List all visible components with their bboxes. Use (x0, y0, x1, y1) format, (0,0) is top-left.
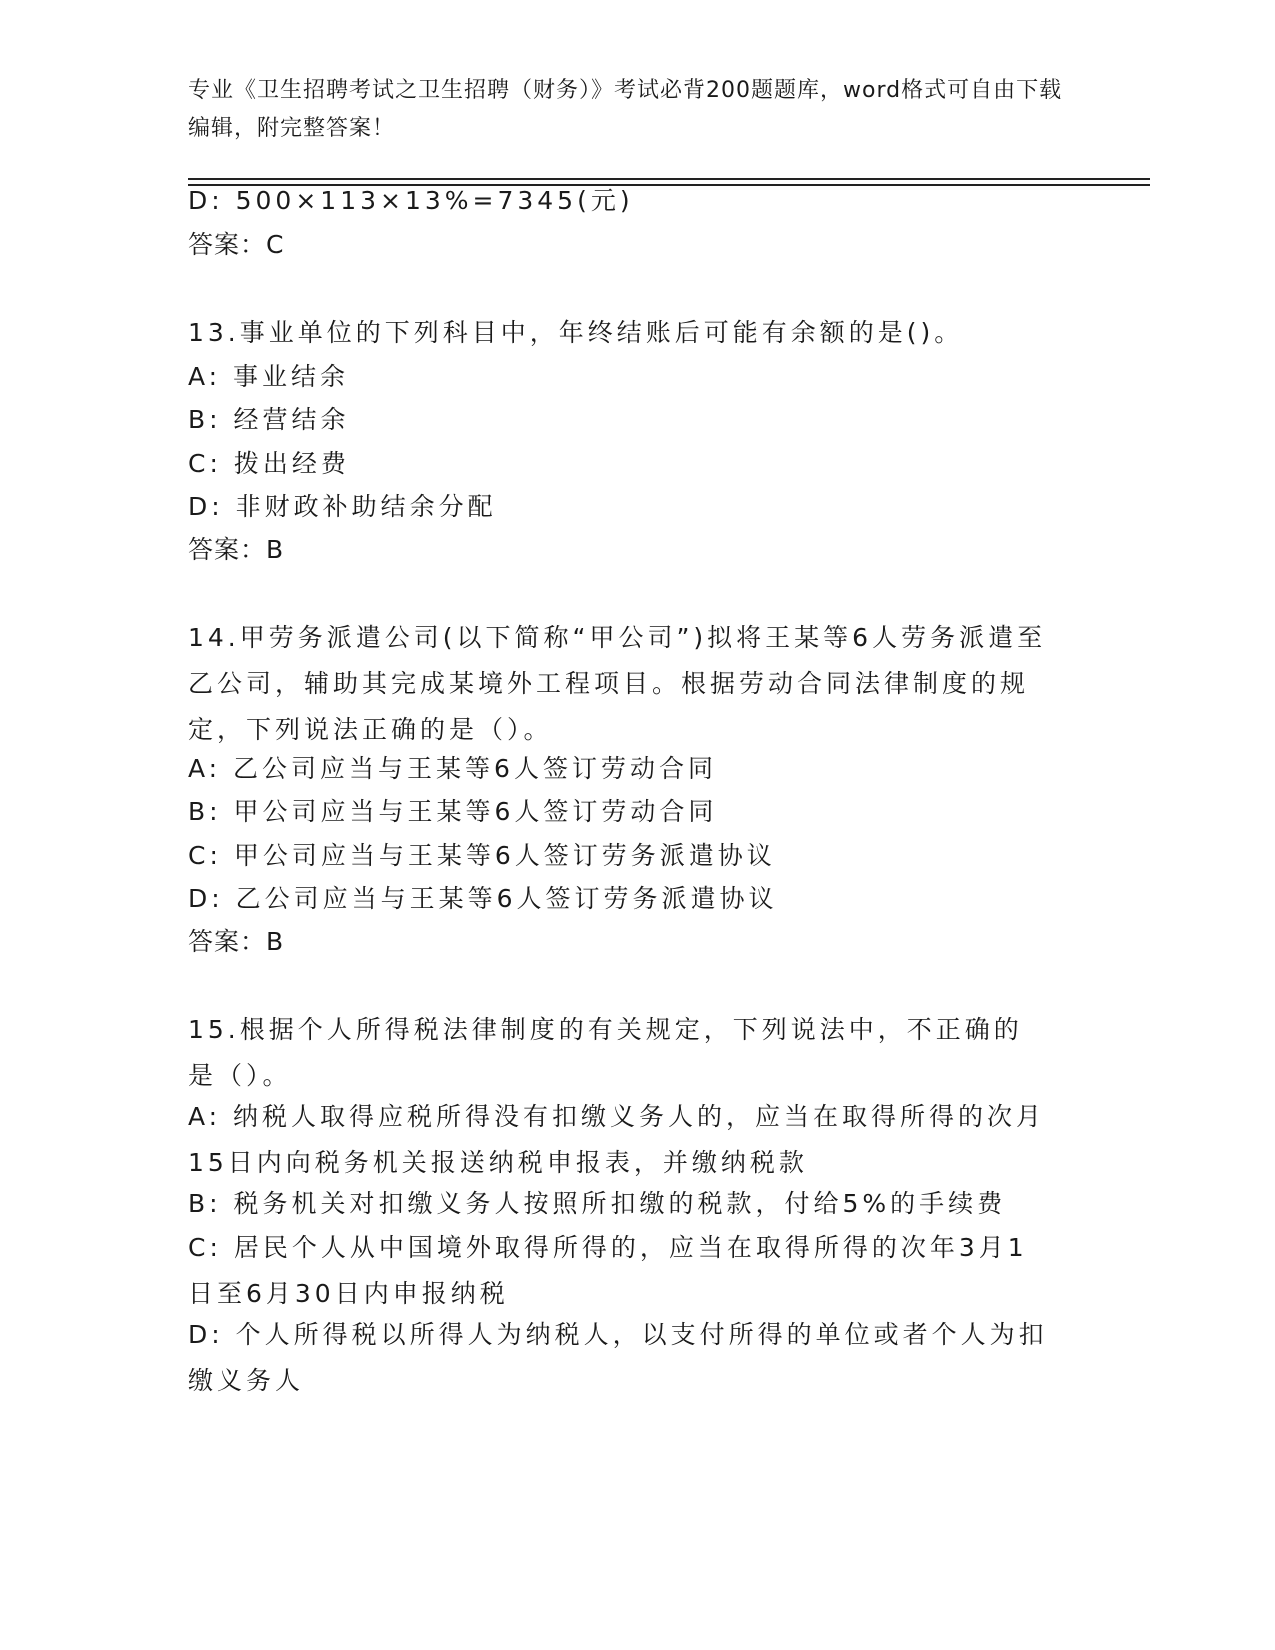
q13-option-c: C: 拨出经费 (188, 449, 350, 478)
q13-answer: 答案：B (188, 535, 285, 564)
q13-stem: 13.事业单位的下列科目中，年终结账后可能有余额的是()。 (188, 318, 964, 347)
q13-option-d: D: 非财政补助结余分配 (188, 492, 497, 521)
q15-option-c: C: 居民个人从中国境外取得所得的，应当在取得所得的次年3月1日至6月30日内申报纳税 (188, 1233, 1028, 1308)
q12-answer: 答案：C (188, 230, 285, 259)
q12-option-d: D: 500×113×13%=7345(元) (188, 186, 634, 215)
q14-option-d: D: 乙公司应当与王某等6人签订劳务派遣协议 (188, 884, 778, 913)
q13-option-a: A: 事业结余 (188, 362, 350, 391)
document-header: 专业《卫生招聘考试之卫生招聘（财务）》考试必背200题题库，word格式可自由下载编辑，附完整答案！ (188, 78, 1063, 141)
q14-option-b: B: 甲公司应当与王某等6人签订劳动合同 (188, 797, 718, 826)
q14-answer: 答案：B (188, 927, 285, 956)
q15-option-a: A: 纳税人取得应税所得没有扣缴义务人的，应当在取得所得的次月15日内向税务机关报送纳税申报表，并缴纳税款 (188, 1102, 1046, 1177)
q14-stem: 14.甲劳务派遣公司(以下简称“甲公司”)拟将王某等6人劳务派遣至乙公司，辅助其完成某境外工程项目。根据劳动合同法律制度的规定，下列说法正确的是（）。 (188, 623, 1047, 744)
q14-option-a: A: 乙公司应当与王某等6人签订劳动合同 (188, 754, 717, 783)
q15-option-d: D: 个人所得税以所得人为纳税人，以支付所得的单位或者个人为扣缴义务人 (188, 1320, 1048, 1395)
q14-option-c: C: 甲公司应当与王某等6人签订劳务派遣协议 (188, 841, 776, 870)
q15-stem: 15.根据个人所得税法律制度的有关规定，下列说法中，不正确的是（）。 (188, 1015, 1023, 1090)
q15-option-b: B: 税务机关对扣缴义务人按照所扣缴的税款，付给5%的手续费 (188, 1189, 1007, 1218)
q13-option-b: B: 经营结余 (188, 405, 350, 434)
